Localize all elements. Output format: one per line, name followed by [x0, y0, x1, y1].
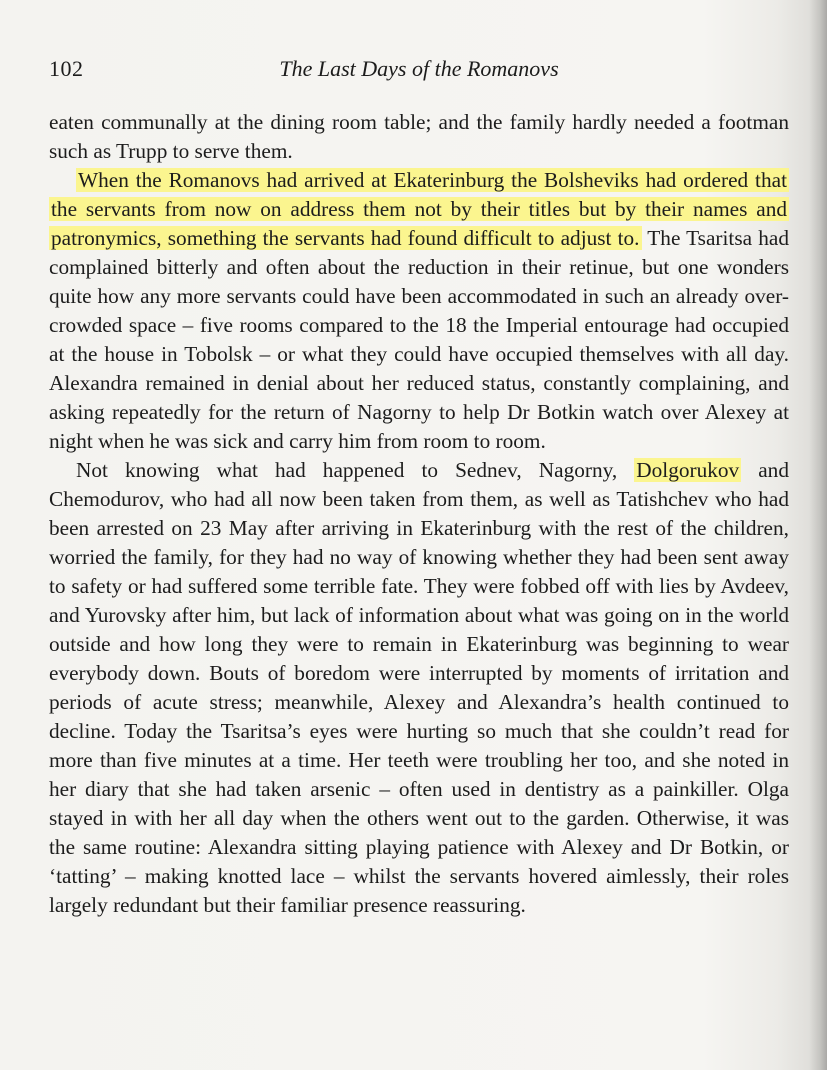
running-head	[49, 56, 789, 86]
highlighted-name: Dolgorukov	[636, 458, 740, 482]
paragraph-3	[49, 456, 789, 920]
paragraph-3-start: Not knowing what had happened to Sednev, Nagorny,	[76, 458, 635, 482]
page-edge-shadow	[809, 0, 827, 1070]
paragraph-2-text: The Tsaritsa had complained bitterly and often about the reduction in their retinue, but one wonders quite how any more servants could have been accommodated in such an already over-crowded space – five rooms compared to the 18 the Imperial entourage had occupied at the house in Tobolsk – or what they could have occupied themselves with all day. Alexandra remained in denial about her reduced status, constantly complaining, and asking repeatedly for the return of Nagorny to help Dr Botkin watch over Alexey at night when he was sick and carry him from room to room.	[49, 226, 789, 453]
body-text	[49, 108, 789, 920]
paragraph-2	[49, 166, 789, 456]
page-number: 102	[49, 56, 84, 81]
paragraph-3-text: and Chemodurov, who had all now been taken from them, as well as Tatishchev who had been arrested on 23 May after arriving in Ekaterinburg with the rest of the children, worried the family, for they had no way of knowing whether they had been sent away to safety or had suffered some terrible fate. They were fobbed off with lies by Avdeev, and Yurovsky after him, but lack of information about what was going on in the world outside and how long they were to remain in Ekaterinburg was beginning to wear everybody down. Bouts of boredom were interrupted by moments of irritation and periods of acute stress; meanwhile, Alexey and Alexandra’s health continued to decline. Today the Tsaritsa’s eyes were hurting so much that she couldn’t read for more than five minutes at a time. Her teeth were troubling her too, and she noted in her diary that she had taken arsenic – often used in dentistry as a painkiller. Olga stayed in with her all day when the others went out to the garden. Otherwise, it was the same routine: Alexandra sitting playing patience with Alexey and Dr Botkin, or ‘tatting’ – making knotted lace – whilst the servants hovered aimlessly, their roles largely redundant but their familiar presence reassuring.	[49, 458, 789, 917]
book-title: The Last Days of the Romanovs	[279, 56, 559, 81]
paragraph-1-text: eaten communally at the dining room table; and the family hardly needed a footman such as Trupp to serve them.	[49, 110, 789, 163]
highlighted-passage: When the Romanovs had arrived at Ekaterinburg the Bolsheviks had ordered that the servants from now on address them not by their titles but by their names and patronymics, something the servants had found difficult to adjust to.	[51, 168, 787, 250]
paragraph-1	[49, 108, 789, 166]
